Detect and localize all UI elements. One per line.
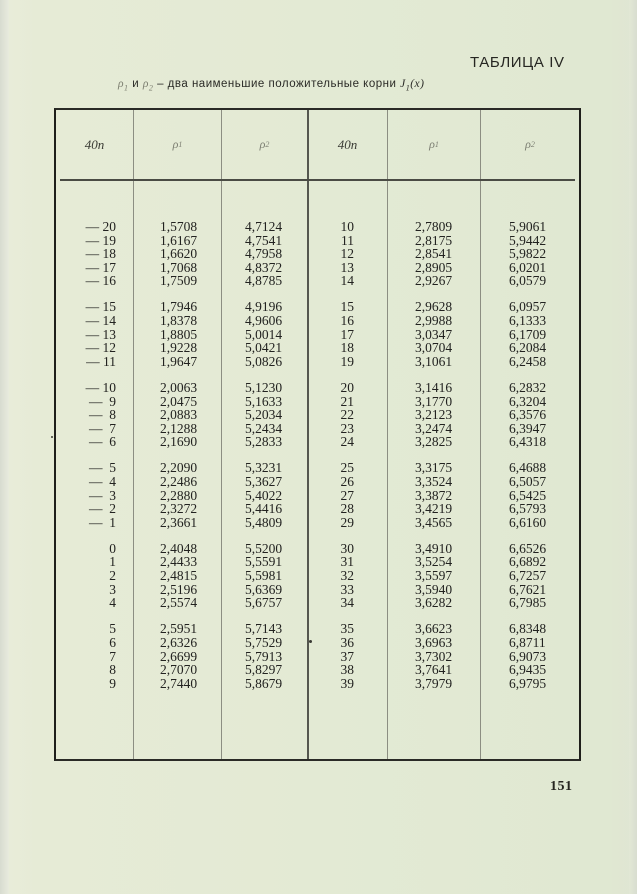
group-spacer: [509, 529, 569, 542]
table-cell: 3,1061: [415, 353, 453, 369]
bessel-roots-table: [54, 108, 581, 761]
table-cell: 2,9267: [415, 273, 453, 289]
table-cell: 6,4318: [509, 434, 547, 450]
table-cell: 2,3272: [160, 501, 198, 517]
header-rho1-right: ρ 1: [429, 137, 439, 151]
table-cell: — 20: [85, 219, 116, 234]
table-cell: — 2: [89, 501, 116, 517]
table-cell: 2,1288: [160, 420, 198, 436]
table-cell: 2,0063: [160, 379, 198, 395]
table-cell: 3,1770: [415, 393, 453, 409]
column-rho1-left: [160, 220, 220, 690]
table-cell: 5,1230: [245, 379, 283, 395]
table-cell: 1,9228: [160, 340, 198, 356]
table-cell: 2,9628: [415, 299, 453, 315]
group-spacer: [160, 529, 220, 542]
table-cell: 10: [340, 219, 354, 234]
table-cell: 5,6757: [245, 595, 283, 611]
table-cell: 4,7124: [245, 219, 283, 234]
table-cell: 36: [340, 634, 354, 650]
table-cell: — 3: [89, 487, 116, 503]
table-cell: 8: [109, 662, 116, 678]
table-cell: 6,3204: [509, 393, 547, 409]
table-cell: 4,9606: [245, 313, 283, 329]
table-cell: 1,5708: [160, 219, 198, 234]
column-rho2-left: [245, 220, 305, 690]
table-cell: 24: [340, 434, 354, 450]
page-left-edge: [0, 0, 9, 894]
table-cell: 5,7913: [245, 648, 283, 664]
table-cell: 6,0201: [509, 259, 547, 275]
table-cell: 6,3947: [509, 420, 547, 436]
table-cell: 3,3175: [415, 460, 453, 476]
group-spacer: [245, 529, 305, 542]
table-cell: 3,0704: [415, 340, 453, 356]
table-cell: 5,0826: [245, 353, 283, 369]
table-cell: 6,7985: [509, 595, 547, 611]
table-cell: 3,5254: [415, 554, 453, 570]
table-cell: 5,9442: [509, 232, 547, 248]
table-cell: 3,4219: [415, 501, 453, 517]
table-cell: 5,5981: [245, 568, 283, 584]
table-cell: 37: [340, 648, 354, 664]
table-cell: 6,5425: [509, 487, 547, 503]
table-cell: 2,4048: [160, 540, 198, 556]
table-cell: 34: [340, 595, 354, 611]
print-speck: [51, 436, 53, 438]
table-cell: — 15: [85, 299, 116, 315]
column-40n-right: [318, 220, 354, 690]
table-cell: 6,6892: [509, 554, 547, 570]
column-rho1-right: [415, 220, 475, 690]
table-cell: 3,6282: [415, 595, 453, 611]
table-cell: 3,6963: [415, 634, 453, 650]
table-cell: 21: [340, 393, 354, 409]
group-spacer: [66, 529, 116, 542]
table-cell: 19: [340, 353, 354, 369]
table-cell: — 5: [89, 460, 116, 476]
table-cell: 25: [340, 460, 354, 476]
table-cell: 4,8372: [245, 259, 283, 275]
group-spacer: [415, 529, 475, 542]
table-cell: 5,2434: [245, 420, 283, 436]
caption-text: – два наименьшие положительные корни: [153, 78, 401, 90]
bessel-function: $J_1(x)$: [400, 78, 425, 93]
table-cell: 3,5940: [415, 581, 453, 597]
table-cell: 1,8805: [160, 326, 198, 342]
table-cell: 6,2832: [509, 379, 547, 395]
table-cell: 5,7529: [245, 634, 283, 650]
table-cell: — 18: [85, 246, 116, 262]
table-cell: 6,5057: [509, 474, 547, 489]
table-cell: 2,7809: [415, 219, 453, 234]
table-cell: 5,5591: [245, 554, 283, 570]
table-cell: — 10: [85, 379, 116, 395]
table-cell: 16: [340, 313, 354, 329]
table-cell: 3,4565: [415, 514, 453, 530]
table-cell: 0: [109, 540, 116, 556]
page-number: 151: [550, 779, 573, 794]
table-cell: 2,4815: [160, 568, 198, 584]
column-40n-left: [66, 220, 116, 690]
table-cell: 2: [109, 568, 116, 584]
table-cell: 3,2825: [415, 434, 453, 450]
table-cell: 6,9435: [509, 662, 547, 678]
table-cell: 6,3576: [509, 407, 547, 423]
column-divider: [480, 110, 481, 759]
table-cell: 1,6167: [160, 232, 198, 248]
table-cell: 5,9822: [509, 246, 547, 262]
table-cell: — 1: [89, 514, 116, 530]
table-cell: 3,4910: [415, 540, 453, 556]
table-cell: 2,8905: [415, 259, 453, 275]
table-cell: 28: [340, 501, 354, 517]
column-divider: [387, 110, 388, 759]
table-cell: 6,7621: [509, 581, 547, 597]
table-cell: 9: [109, 675, 116, 691]
table-cell: 3,1416: [415, 379, 453, 395]
table-cell: 3,0347: [415, 326, 453, 342]
table-cell: 6: [109, 634, 116, 650]
table-cell: 1,7946: [160, 299, 198, 315]
table-cell: 4,8785: [245, 273, 283, 289]
column-divider: [221, 110, 222, 759]
table-cell: 2,0883: [160, 407, 198, 423]
table-cell: 3,2123: [415, 407, 453, 423]
column-rho2-right: [509, 220, 569, 690]
table-cell: — 16: [85, 273, 116, 289]
column-divider: [307, 110, 309, 759]
page-right-edge: [629, 0, 637, 894]
table-cell: 31: [340, 554, 354, 570]
table-cell: 2,6699: [160, 648, 198, 664]
table-cell: 2,5951: [160, 621, 198, 637]
table-cell: 5,2034: [245, 407, 283, 423]
table-cell: 2,6326: [160, 634, 198, 650]
table-cell: 26: [340, 474, 354, 489]
table-cell: 5,4809: [245, 514, 283, 530]
table-cell: 27: [340, 487, 354, 503]
table-cell: 5,8297: [245, 662, 283, 678]
table-cell: 2,0475: [160, 393, 198, 409]
table-cell: 4,7958: [245, 246, 283, 262]
table-cell: 2,2880: [160, 487, 198, 503]
table-cell: 3,2474: [415, 420, 453, 436]
caption-conjunction: и: [128, 78, 143, 90]
table-caption: [118, 78, 424, 92]
table-cell: — 7: [89, 420, 116, 436]
table-cell: 32: [340, 568, 354, 584]
table-cell: 13: [340, 259, 354, 275]
table-cell: 3,6623: [415, 621, 453, 637]
table-cell: 5,7143: [245, 621, 283, 637]
table-cell: 6,8711: [509, 634, 546, 650]
table-cell: 5,8679: [245, 675, 283, 691]
table-cell: 1,7509: [160, 273, 198, 289]
table-cell: 1: [109, 554, 116, 570]
header-40n-left: 40n: [84, 136, 105, 152]
table-cell: 2,8541: [415, 246, 453, 262]
table-cell: 2,7440: [160, 675, 198, 691]
table-cell: 6,6526: [509, 540, 547, 556]
table-cell: 1,6620: [160, 246, 198, 262]
group-spacer: [318, 529, 354, 542]
table-cell: 4,9196: [245, 299, 283, 315]
table-cell: 17: [340, 326, 354, 342]
table-cell: 38: [340, 662, 354, 678]
table-cell: 5,9061: [509, 219, 547, 234]
table-cell: 6,9073: [509, 648, 547, 664]
table-cell: 2,5196: [160, 581, 198, 597]
table-cell: 5,0014: [245, 326, 283, 342]
table-cell: 5: [109, 621, 116, 637]
header-separator: [60, 179, 575, 181]
table-cell: 12: [340, 246, 354, 262]
table-cell: 3,7302: [415, 648, 453, 664]
table-cell: 3,7979: [415, 675, 453, 691]
table-cell: 3: [109, 581, 116, 597]
table-cell: 20: [340, 379, 354, 395]
table-cell: 1,8378: [160, 313, 198, 329]
table-cell: 5,0421: [245, 340, 283, 356]
table-cell: 4: [109, 595, 116, 611]
table-cell: — 8: [89, 407, 116, 423]
table-cell: 23: [340, 420, 354, 436]
table-cell: 6,6160: [509, 514, 547, 530]
table-cell: 2,2090: [160, 460, 198, 476]
table-cell: 1,7068: [160, 259, 198, 275]
header-40n-right: 40n: [337, 136, 358, 152]
rho-symbol: $\rho_1$: [118, 78, 129, 93]
table-cell: 3,7641: [415, 662, 453, 678]
table-cell: — 11: [86, 353, 116, 369]
table-cell: — 17: [85, 259, 116, 275]
table-cell: 11: [341, 232, 354, 248]
table-cell: 2,8175: [415, 232, 453, 248]
table-cell: 6,1709: [509, 326, 547, 342]
table-cell: 5,4022: [245, 487, 283, 503]
table-cell: 5,5200: [245, 540, 283, 556]
table-cell: 5,6369: [245, 581, 283, 597]
table-cell: — 14: [85, 313, 116, 329]
table-cell: 5,3231: [245, 460, 283, 476]
table-cell: 30: [340, 540, 354, 556]
table-cell: 22: [340, 407, 354, 423]
print-speck: [309, 640, 312, 643]
table-cell: 5,2833: [245, 434, 283, 450]
table-cell: 6,0957: [509, 299, 547, 315]
table-cell: 2,2486: [160, 474, 198, 489]
table-cell: — 9: [89, 393, 116, 409]
table-cell: 6,2458: [509, 353, 547, 369]
table-cell: — 4: [89, 474, 116, 489]
table-cell: 5,1633: [245, 393, 283, 409]
table-cell: 6,9795: [509, 675, 547, 691]
table-title: ТАБЛИЦА IV: [470, 54, 565, 71]
table-cell: 3,3524: [415, 474, 453, 489]
table-cell: 5,4416: [245, 501, 283, 517]
table-cell: 14: [340, 273, 354, 289]
table-cell: 6,1333: [509, 313, 547, 329]
table-cell: 29: [340, 514, 354, 530]
table-cell: 3,3872: [415, 487, 453, 503]
table-cell: 6,2084: [509, 340, 547, 356]
header-rho2-left: ρ 2: [259, 137, 270, 151]
table-cell: 2,1690: [160, 434, 198, 450]
table-cell: 7: [109, 648, 116, 664]
column-divider: [133, 110, 134, 759]
rho-symbol: $\rho_2$: [142, 78, 154, 93]
table-cell: — 19: [85, 232, 116, 248]
header-rho2-right: ρ 2: [525, 137, 535, 151]
table-cell: 6,4688: [509, 460, 547, 476]
table-cell: — 13: [85, 326, 116, 342]
table-cell: 33: [340, 581, 354, 597]
table-cell: 2,7070: [160, 662, 198, 678]
table-cell: 15: [340, 299, 354, 315]
header-rho1-left: ρ 1: [172, 137, 183, 151]
table-cell: 35: [340, 621, 354, 637]
table-cell: 5,3627: [245, 474, 283, 489]
table-cell: 6,7257: [509, 568, 547, 584]
table-cell: 6,0579: [509, 273, 547, 289]
table-cell: 6,8348: [509, 621, 547, 637]
table-cell: — 12: [85, 340, 116, 356]
table-cell: 39: [340, 675, 354, 691]
table-cell: 2,3661: [160, 514, 198, 530]
table-cell: 1,9647: [160, 353, 198, 369]
table-cell: 2,5574: [160, 595, 198, 611]
table-cell: 2,4433: [160, 554, 198, 570]
table-cell: — 6: [89, 434, 116, 450]
table-cell: 3,5597: [415, 568, 453, 584]
table-cell: 6,5793: [509, 501, 547, 517]
table-cell: 2,9988: [415, 313, 453, 329]
table-cell: 4,7541: [245, 232, 283, 248]
table-cell: 18: [340, 340, 354, 356]
